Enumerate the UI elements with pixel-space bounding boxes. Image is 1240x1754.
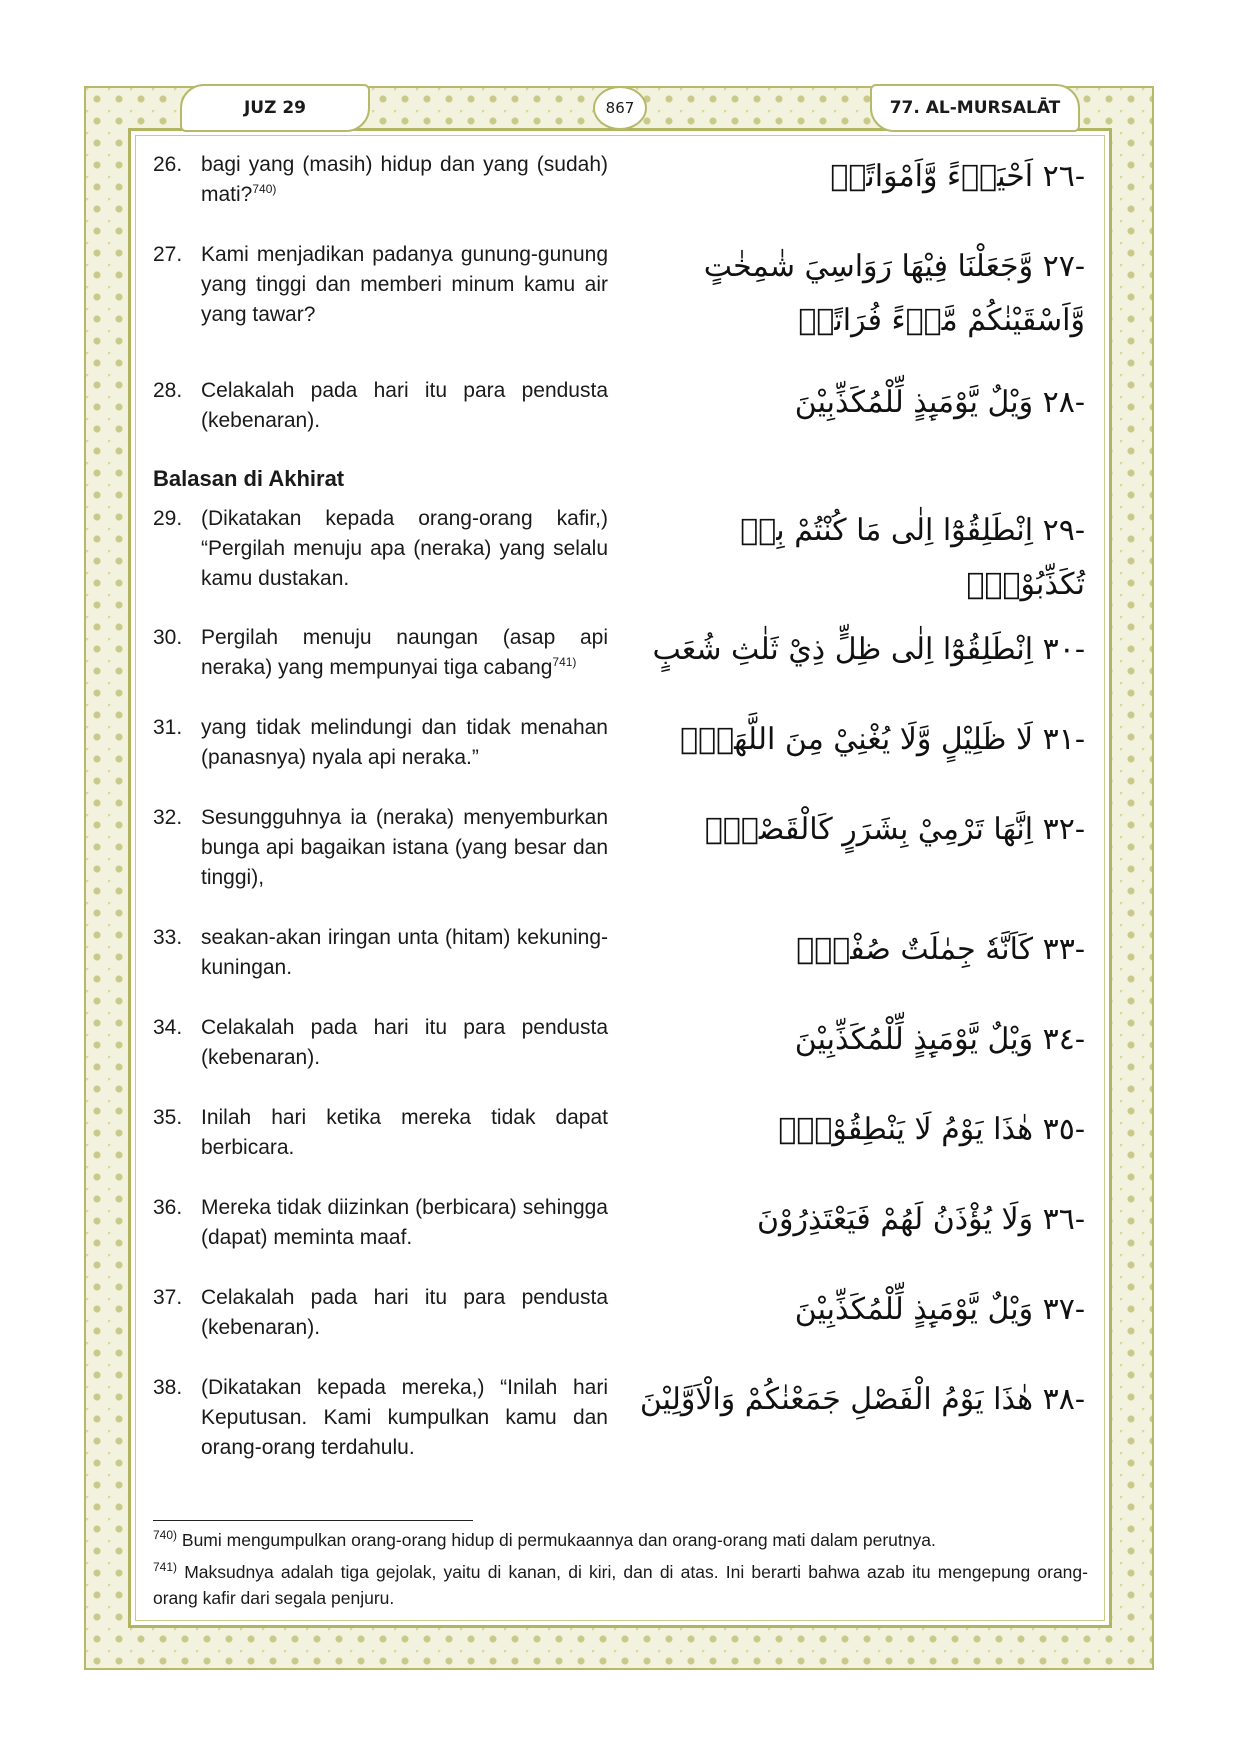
verse-arabic <box>615 803 1085 857</box>
footnote-number: 741) <box>153 1560 178 1575</box>
verse-text: Celakalah pada hari itu para pendusta (kebenaran). <box>201 1286 608 1339</box>
verse-number: 34. <box>153 1016 183 1039</box>
verse-number: 32. <box>153 806 183 829</box>
arabic-verse-number: -٣٨ <box>1042 1382 1085 1417</box>
juz-label: JUZ 29 <box>180 84 370 132</box>
verse-translation <box>153 150 608 210</box>
surah-label: 77. AL-MURSALĀT <box>870 84 1080 132</box>
arabic-verse-number: -٢٩ <box>1042 513 1085 548</box>
section-heading: Balasan di Akhirat <box>153 466 345 491</box>
verse-number: 31. <box>153 716 183 739</box>
arabic-text: لَا ظَلِيْلٍ وَّلَا يُغْنِيْ مِنَ اللَّهَبِۗ <box>680 722 1034 757</box>
verse-text: Inilah hari ketika mereka tidak dapat berbicara. <box>201 1106 608 1159</box>
verse-number: 26. <box>153 153 183 176</box>
verse-number: 33. <box>153 926 183 949</box>
arabic-text: وَّجَعَلْنَا فِيْهَا رَوَاسِيَ شٰمِخٰتٍ وَّاَسْقَيْنٰكُمْ مَّاۤءً فُرَاتًاۗ <box>703 249 1085 338</box>
verse-text: yang tidak melindungi dan tidak menahan (panasnya) nyala api neraka.” <box>201 716 608 769</box>
arabic-verse-number: -٢٧ <box>1042 249 1085 284</box>
verse-text: seakan-akan iringan unta (hitam) kekuning-kuningan. <box>201 926 608 979</box>
arabic-text: هٰذَا يَوْمُ الْفَصْلِ جَمَعْنٰكُمْ وَالْاَوَّلِيْنَ <box>639 1382 1034 1417</box>
arabic-text: اَحْيَاۤءً وَّاَمْوَاتًاۙ <box>830 159 1034 194</box>
verse-arabic <box>615 623 1085 677</box>
verse-arabic <box>615 923 1085 977</box>
verse-text: Mereka tidak diizinkan (berbicara) sehingga (dapat) meminta maaf. <box>201 1196 608 1249</box>
verse-text: (Dikatakan kepada mereka,) “Inilah hari Keputusan. Kami kumpulkan kamu dan orang-orang terdahulu. <box>201 1376 608 1459</box>
verse-translation <box>153 803 608 893</box>
verse-translation <box>153 376 608 436</box>
verse-arabic <box>615 713 1085 767</box>
verse-translation <box>153 504 608 594</box>
verse-number: 38. <box>153 1376 183 1399</box>
arabic-verse-number: -٣٧ <box>1042 1292 1085 1327</box>
arabic-verse-number: -٣٠ <box>1042 632 1085 667</box>
verse-translation <box>153 713 608 773</box>
verse-number: 27. <box>153 243 183 266</box>
arabic-text: وَيْلٌ يَّوْمَىِٕذٍ لِّلْمُكَذِّبِيْنَ <box>794 385 1034 420</box>
verse-translation <box>153 1103 608 1163</box>
arabic-verse-number: -٣٥ <box>1042 1112 1085 1147</box>
footnote <box>153 1527 1088 1553</box>
arabic-verse-number: -٣٢ <box>1042 812 1085 847</box>
footnote <box>153 1559 1088 1611</box>
footnote-number: 740) <box>153 1528 178 1543</box>
footnote-ref[interactable]: 741) <box>552 655 577 669</box>
verse-text: Kami menjadikan padanya gunung-gunung yang tinggi dan memberi minum kamu air yang tawar? <box>201 243 608 326</box>
verse-translation <box>153 240 608 330</box>
verse-number: 30. <box>153 626 183 649</box>
verse-text: Pergilah menuju naungan (asap api neraka) yang mempunyai tiga cabang <box>201 626 608 679</box>
verse-text: Celakalah pada hari itu para pendusta (kebenaran). <box>201 379 608 432</box>
verse-text: (Dikatakan kepada orang-orang kafir,) “Pergilah menuju apa (neraka) yang selalu kamu dustakan. <box>201 507 608 590</box>
arabic-verse-number: -٣١ <box>1042 722 1085 757</box>
verse-translation <box>153 623 608 683</box>
verse-number: 37. <box>153 1286 183 1309</box>
page-number: 867 <box>593 86 647 130</box>
verse-arabic <box>615 1373 1085 1427</box>
verse-translation <box>153 923 608 983</box>
arabic-text: اِنَّهَا تَرْمِيْ بِشَرَرٍ كَالْقَصْرِۚ <box>704 812 1034 847</box>
arabic-text: وَيْلٌ يَّوْمَىِٕذٍ لِّلْمُكَذِّبِيْنَ <box>794 1292 1034 1327</box>
verse-number: 28. <box>153 379 183 402</box>
arabic-verse-number: -٢٨ <box>1042 385 1085 420</box>
verse-arabic <box>615 1103 1085 1157</box>
arabic-text: هٰذَا يَوْمُ لَا يَنْطِقُوْنَۙ <box>778 1112 1034 1147</box>
footnote-text: Bumi mengumpulkan orang-orang hidup di permukaannya dan orang-orang mati dalam perutnya. <box>181 1530 936 1550</box>
verse-translation <box>153 1193 608 1253</box>
footnote-divider <box>153 1520 473 1521</box>
footnote-ref[interactable]: 740) <box>252 182 277 196</box>
verse-number: 29. <box>153 507 183 530</box>
arabic-text: اِنْطَلِقُوْٓا اِلٰى مَا كُنْتُمْ بِهٖ تُكَذِّبُوْنَۚ <box>740 513 1085 602</box>
verse-number: 36. <box>153 1196 183 1219</box>
arabic-verse-number: -٣٣ <box>1042 932 1085 967</box>
arabic-verse-number: -٣٤ <box>1042 1022 1085 1057</box>
verse-arabic <box>615 1193 1085 1247</box>
arabic-text: وَيْلٌ يَّوْمَىِٕذٍ لِّلْمُكَذِّبِيْنَ <box>794 1022 1034 1057</box>
verse-arabic <box>615 1013 1085 1067</box>
verse-text: Sesungguhnya ia (neraka) menyemburkan bunga api bagaikan istana (yang besar dan tinggi), <box>201 806 608 889</box>
arabic-verse-number: -٣٦ <box>1042 1202 1085 1237</box>
verse-arabic <box>615 150 1085 204</box>
verse-translation <box>153 1283 608 1343</box>
verse-translation <box>153 1373 608 1463</box>
arabic-text: كَاَنَّهٗ جِمٰلَتٌ صُفْرٌۗ <box>796 932 1034 967</box>
verse-translation <box>153 1013 608 1073</box>
verse-arabic <box>615 1283 1085 1337</box>
footnote-text: Maksudnya adalah tiga gejolak, yaitu di kanan, di kiri, dan di atas. Ini berarti bahwa azab itu mengepung orang-orang kafir dari segala penjuru. <box>153 1562 1088 1608</box>
arabic-text: وَلَا يُؤْذَنُ لَهُمْ فَيَعْتَذِرُوْنَ <box>757 1202 1034 1237</box>
verse-text: Celakalah pada hari itu para pendusta (kebenaran). <box>201 1016 608 1069</box>
verse-number: 35. <box>153 1106 183 1129</box>
arabic-verse-number: -٢٦ <box>1042 159 1085 194</box>
arabic-text: اِنْطَلِقُوْٓا اِلٰى ظِلٍّ ذِيْ ثَلٰثِ شُعَبٍ <box>652 632 1034 667</box>
verse-arabic <box>615 376 1085 430</box>
verse-arabic <box>615 504 1085 612</box>
verse-arabic <box>615 240 1085 348</box>
verse-text: bagi yang (masih) hidup dan yang (sudah) mati? <box>201 153 608 206</box>
footnotes <box>153 1527 1088 1617</box>
